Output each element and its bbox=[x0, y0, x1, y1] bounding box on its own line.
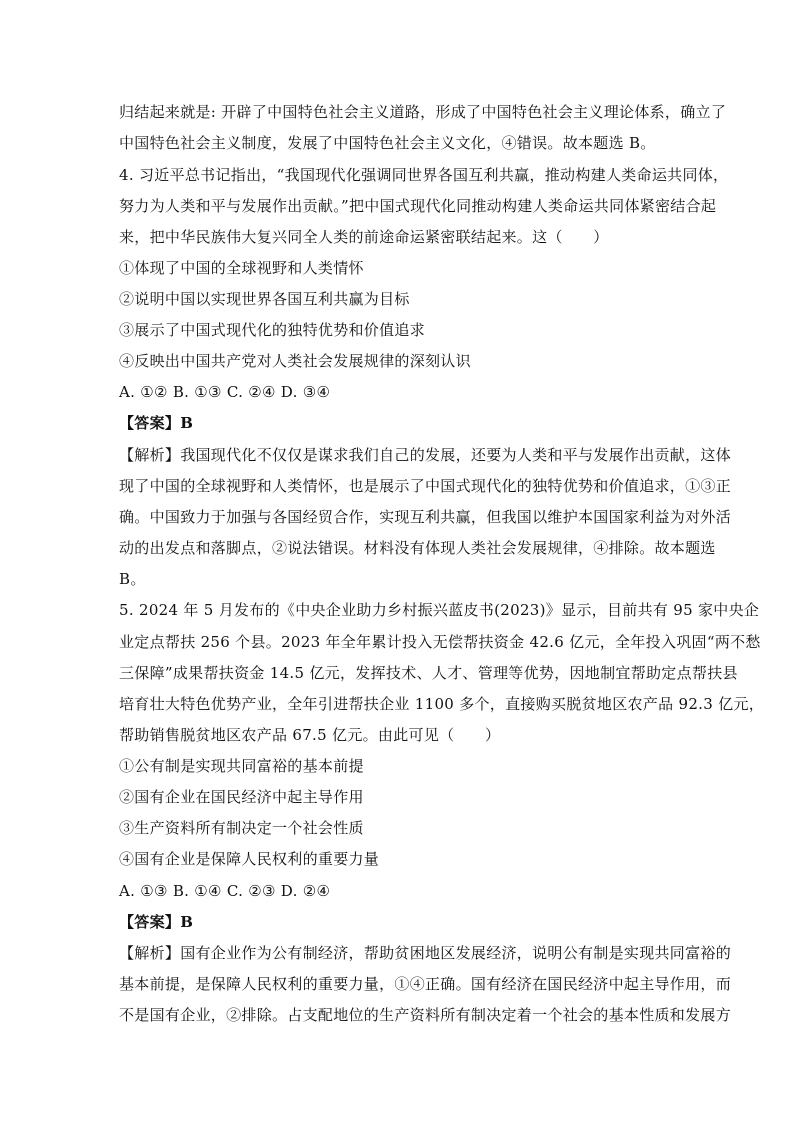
option-item: ①体现了中国的全球视野和人类情怀 bbox=[119, 259, 364, 277]
text-line: 帮助销售脱贫地区农产品 67.5 亿元。由此可见（ ） bbox=[119, 726, 501, 744]
option-item: ②国有企业在国民经济中起主导作用 bbox=[119, 788, 364, 806]
text-line: 基本前提，是保障人民权利的重要力量，①④正确。国有经济在国民经济中起主导作用，而 bbox=[119, 975, 732, 993]
option-item: ①公有制是实现共同富裕的基本前提 bbox=[119, 757, 364, 775]
option-item: ③展示了中国式现代化的独特优势和价值追求 bbox=[119, 321, 426, 339]
option-item: ④国有企业是保障人民权利的重要力量 bbox=[119, 850, 380, 868]
analysis-text: 【解析】国有企业作为公有制经济，帮助贫困地区发展经济，说明公有制是实现共同富裕的 bbox=[119, 944, 732, 962]
choice-options: A. ①② B. ①③ C. ②④ D. ③④ bbox=[119, 383, 331, 401]
text-line: 归结起来就是: 开辟了中国特色社会主义道路，形成了中国特色社会主义理论体系，确立了 bbox=[119, 103, 727, 121]
text-line: 确。中国致力于加强与各国经贸合作，实现互利共赢，但我国以维护本国国家利益为对外活 bbox=[119, 508, 732, 526]
analysis-text: 【解析】我国现代化不仅仅是谋求我们自己的发展，还要为人类和平与发展作出贡献，这体 bbox=[119, 446, 732, 464]
question-5-stem: 5. 2024 年 5 月发布的《中央企业助力乡村振兴蓝皮书(2023)》显示，目前共有 95 家中央企 bbox=[119, 601, 760, 619]
answer-label: 【答案】B bbox=[119, 414, 194, 432]
text-line: 来，把中华民族伟大复兴同全人类的前途命运紧密联结起来。这（ ） bbox=[119, 228, 609, 246]
text-line: B。 bbox=[119, 570, 146, 588]
answer-label: 【答案】B bbox=[119, 913, 194, 931]
option-item: ③生产资料所有制决定一个社会性质 bbox=[119, 819, 364, 837]
text-line: 业定点帮扶 256 个县。2023 年全年累计投入无偿帮扶资金 42.6 亿元，全年投入巩固“两不愁 bbox=[119, 633, 761, 651]
text-line: 努力为人类和平与发展作出贡献。”把中国式现代化同推动构建人类命运共同体紧密结合起 bbox=[119, 197, 717, 215]
text-line: 中国特色社会主义制度，发展了中国特色社会主义文化，④错误。故本题选 B。 bbox=[119, 134, 656, 152]
option-item: ②说明中国以实现世界各国互利共赢为目标 bbox=[119, 290, 410, 308]
text-line: 动的出发点和落脚点，②说法错误。材料没有体现人类社会发展规律，④排除。故本题选 bbox=[119, 539, 716, 557]
text-line: 培育壮大特色优势产业，全年引进帮扶企业 1100 多个，直接购买脱贫地区农产品 92.3 亿元， bbox=[119, 695, 765, 713]
text-line: 三保障”成果帮扶资金 14.5 亿元，发挥技术、人才、管理等优势，因地制宜帮助定点帮扶县 bbox=[119, 664, 738, 682]
text-line: 不是国有企业，②排除。占支配地位的生产资料所有制决定着一个社会的基本性质和发展方 bbox=[119, 1006, 732, 1024]
question-4-stem: 4. 习近平总书记指出，“我国现代化强调同世界各国互利共赢，推动构建人类命运共同体， bbox=[119, 166, 729, 184]
choice-options: A. ①③ B. ①④ C. ②③ D. ②④ bbox=[119, 882, 331, 900]
option-item: ④反映出中国共产党对人类社会发展规律的深刻认识 bbox=[119, 352, 471, 370]
text-line: 现了中国的全球视野和人类情怀，也是展示了中国式现代化的独特优势和价值追求，①③正 bbox=[119, 477, 732, 495]
